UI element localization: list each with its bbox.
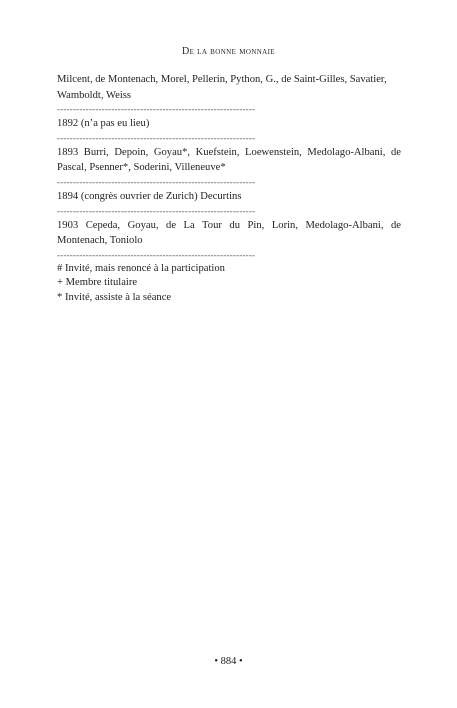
separator-rule: -------------------------------------------------------------- [57,104,256,115]
legend-item-plus: + Membre titulaire [57,277,138,289]
separator-rule: -------------------------------------------------------------- [57,176,256,187]
running-head: De la bonne monnaie [181,46,276,57]
entry-1893: 1893 Burri, Depoin, Goyau*, Kuefstein, Loewenstein, Medolago-Albani, de Pascal, Psenner*, Soderini, Villeneuve* [57,146,401,174]
entry-1892: 1892 (n’a pas eu lieu) [57,118,150,130]
entry-participants-list: Milcent, de Montenach, Morel, Pellerin, Python, G., de Saint-Gilles, Savatier, Wamboldt, Weiss [57,74,387,101]
separator-rule: -------------------------------------------------------------- [57,132,256,143]
separator-rule: -------------------------------------------------------------- [57,249,256,260]
page-body [57,72,401,306]
entry-1903: 1903 Cepeda, Goyau, de La Tour du Pin, Lorin, Medolago-Albani, de Montenach, Toniolo [57,219,401,247]
entry-1894: 1894 (congrès ouvrier de Zurich) Decurtins [57,190,242,202]
page-number: • 884 • [214,656,243,667]
legend-item-hash: # Invité, mais renoncé à la participation [57,262,225,274]
legend [57,262,401,306]
separator-rule: -------------------------------------------------------------- [57,205,256,216]
legend-item-asterisk: * Invité, assiste à la séance [57,291,172,303]
